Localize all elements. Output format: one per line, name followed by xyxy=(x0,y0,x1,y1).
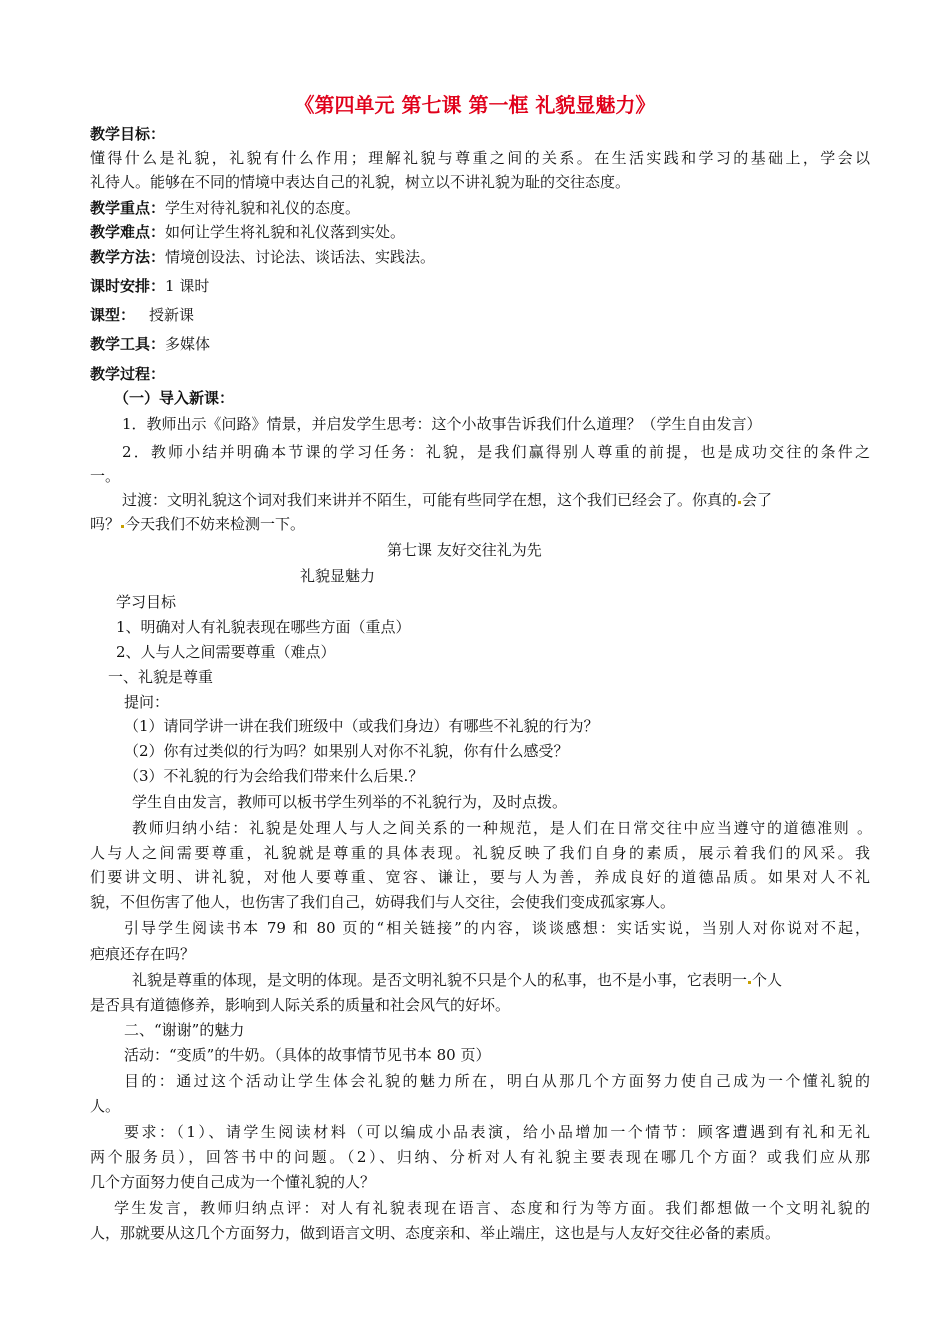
objectives-line-2: 礼待人。能够在不同的情境中表达自己的礼貌，树立以不讲礼貌为耻的交往态度。 xyxy=(90,173,631,191)
aim-line-2: 人。 xyxy=(90,1097,121,1115)
document-title: 《第四单元 第七课 第一框 礼貌显魅力》 xyxy=(294,93,656,117)
goal-2: 2、人与人之间需要尊重（难点） xyxy=(116,643,336,661)
mark-dot xyxy=(748,981,751,984)
objectives-label: 教学目标： xyxy=(90,125,166,143)
goals-label: 学习目标 xyxy=(116,593,177,611)
intro-paragraph-2a: 2．教师小结并明确本节课的学习任务：礼貌，是我们赢得别人尊重的前提，也是成功交往的条件之 xyxy=(122,443,870,461)
student-speech: 学生自由发言，教师可以板书学生列举的不礼貌行为，及时点拨。 xyxy=(132,793,568,811)
difficulty-label: 教学难点： xyxy=(90,223,166,241)
question-3: （3）不礼貌的行为会给我们带来什么后果.？ xyxy=(124,767,424,785)
question-2: （2）你有过类似的行为吗？如果别人对你不礼貌，你有什么感受？ xyxy=(124,742,569,760)
intro-paragraph-2b: 一。 xyxy=(90,467,121,485)
question-1: （1）请同学讲一讲在我们班级中（或我们身边）有哪些不礼貌的行为？ xyxy=(124,717,599,735)
process-label: 教学过程： xyxy=(90,365,166,383)
respect-text-end: 个人 xyxy=(752,971,783,989)
type-label: 课型： xyxy=(90,306,136,324)
transition-start: 吗？ xyxy=(90,515,121,533)
summary-line-3: 们要讲文明、讲礼貌，对他人要尊重、宽容、谦让，要与人为善，养成良好的道德品质。如果对人不礼 xyxy=(90,868,870,886)
guide-line-2: 疤痕还存在吗？ xyxy=(90,945,196,963)
activity-line: 活动：“变质”的牛奶。（具体的故事情节见书本 80 页） xyxy=(124,1046,491,1064)
focus-label: 教学重点： xyxy=(90,199,166,217)
summary-line-2: 人与人之间需要尊重，礼貌就是尊重的具体表现。礼貌反映了我们自身的素质，展示着我们的风采。我 xyxy=(90,844,870,862)
summary-line-1: 教师归纳小结：礼貌是处理人与人之间关系的一种规范，是人们在日常交往中应当遵守的道德准则 。 xyxy=(132,819,872,837)
focus-text: 学生对待礼貌和礼仪的态度。 xyxy=(165,199,361,217)
conclusion-line-2: 人，那就要从这几个方面努力，做到语言文明、态度亲和、举止端庄，这也是与人友好交往必备的素质。 xyxy=(90,1224,781,1242)
hours-row xyxy=(90,276,870,296)
aim-line-1: 目的：通过这个活动让学生体会礼貌的魅力所在，明白从那几个方面努力使自己成为一个懂礼貌的 xyxy=(124,1072,870,1090)
requirement-line-3: 几个方面努力使自己成为一个懂礼貌的人？ xyxy=(90,1173,376,1191)
requirement-line-1: 要求：（1）、请学生阅读材料（可以编成小品表演，给小品增加一个情节：顾客遭遇到有礼和无礼 xyxy=(124,1123,870,1141)
focus-row xyxy=(90,198,870,218)
transition-text-end: 会了 xyxy=(742,491,773,509)
intro-paragraph-1: 1．教师出示《问路》情景，并启发学生思考：这个小故事告诉我们什么道理？（学生自由发言） xyxy=(122,415,762,433)
goal-1: 1、明确对人有礼貌表现在哪些方面（重点） xyxy=(116,618,411,636)
transition-rest: 今天我们不妨来检测一下。 xyxy=(125,515,306,533)
ask-label: 提问： xyxy=(124,693,170,711)
method-row xyxy=(90,247,870,267)
respect-line-2: 是否具有道德修养，影响到人际关系的质量和社会风气的好坏。 xyxy=(90,996,511,1014)
hours-text: 1 课时 xyxy=(165,277,210,295)
difficulty-row xyxy=(90,222,870,242)
transition-line-1 xyxy=(122,490,902,510)
requirement-line-2: 两个服务员），回答书中的问题。（2）、归纳、分析对人有礼貌主要表现在哪几个方面？或我们应从那 xyxy=(90,1148,870,1166)
transition-line-2 xyxy=(90,514,870,534)
section-2-heading: 二、“谢谢”的魅力 xyxy=(124,1021,245,1039)
lesson-title: 第七课 友好交往礼为先 xyxy=(387,541,542,559)
tools-row xyxy=(90,334,870,354)
transition-text: 过渡：文明礼貌这个词对我们来讲并不陌生，可能有些同学在想，这个我们已经会了。你真的 xyxy=(122,491,738,509)
type-row xyxy=(90,305,870,325)
tools-label: 教学工具： xyxy=(90,335,166,353)
intro-heading: （一）导入新课： xyxy=(114,389,235,407)
summary-line-4: 貌，不但伤害了他人，也伤害了我们自己，妨碍我们与人交往，会使我们变成孤家寡人。 xyxy=(90,893,676,911)
difficulty-text: 如何让学生将礼貌和礼仪落到实处。 xyxy=(165,223,406,241)
objectives-line-1: 懂得什么是礼貌，礼貌有什么作用；理解礼貌与尊重之间的关系。在生活实践和学习的基础上，学会以 xyxy=(90,149,870,167)
respect-line-1 xyxy=(132,970,912,990)
guide-line-1: 引导学生阅读书本 79 和 80 页的“相关链接”的内容，谈谈感想：实话实说，当别人对你说对不起， xyxy=(124,919,870,937)
method-label: 教学方法： xyxy=(90,248,166,266)
mark-dot xyxy=(738,501,741,504)
tools-text: 多媒体 xyxy=(165,335,211,353)
respect-text: 礼貌是尊重的体现，是文明的体现。是否文明礼貌不只是个人的私事，也不是小事，它表明一 xyxy=(132,971,748,989)
type-text: 授新课 xyxy=(149,306,195,324)
hours-label: 课时安排： xyxy=(90,277,166,295)
conclusion-line-1: 学生发言，教师归纳点评：对人有礼貌表现在语言、态度和行为等方面。我们都想做一个文明礼貌的 xyxy=(114,1199,870,1217)
frame-title: 礼貌显魅力 xyxy=(300,567,376,585)
method-text: 情境创设法、讨论法、谈话法、实践法。 xyxy=(165,248,436,266)
mark-dot xyxy=(121,525,124,528)
section-1-heading: 一、礼貌是尊重 xyxy=(108,668,214,686)
